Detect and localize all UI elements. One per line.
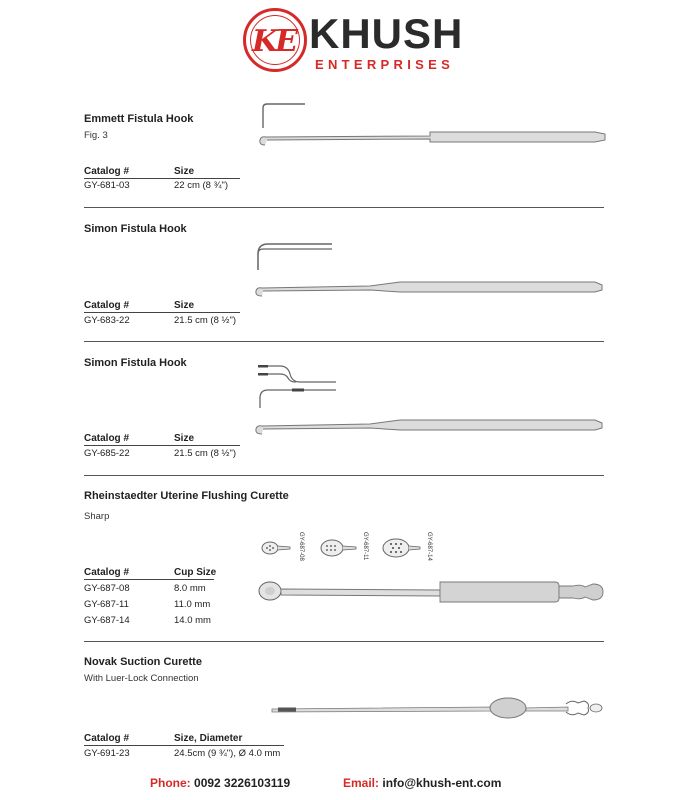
size-header: Size (174, 300, 195, 311)
cup-size-value: 14.0 mm (174, 615, 211, 626)
cup-label: GY-687-14 (426, 532, 432, 561)
product-subtitle: With Luer-Lock Connection (84, 673, 199, 684)
header-underline (84, 178, 240, 179)
size-value: 22 cm (8 ¾") (174, 180, 229, 191)
cup-tip-large (383, 532, 432, 561)
logo-mark: KE (252, 24, 295, 59)
email-label: Email: (343, 776, 380, 790)
cup-label: GY-687-11 (362, 532, 368, 561)
catalog-header: Catalog # (84, 166, 130, 177)
brand-logo (243, 8, 464, 78)
size-header: Size (174, 166, 195, 177)
catalog-number: GY-681-03 (84, 180, 130, 191)
header-underline (84, 745, 284, 746)
catalog-number: GY-683-22 (84, 315, 130, 326)
phone-label: Phone: (150, 776, 191, 790)
rheinstaedter-curette-illustration (255, 574, 610, 614)
product-title: Novak Suction Curette (84, 656, 202, 668)
header-underline (84, 312, 240, 313)
size-value: 21.5 cm (8 ½") (174, 315, 236, 326)
product-subtitle: Fig. 3 (84, 130, 108, 141)
curette-cup-illustrations (256, 528, 446, 574)
product-title: Simon Fistula Hook (84, 223, 187, 235)
catalog-header: Catalog # (84, 733, 130, 744)
product-novak-suction-curette (84, 656, 604, 684)
logo-emblem (243, 8, 307, 72)
product-rheinstaedter-curette (84, 490, 604, 522)
product-title: Rheinstaedter Uterine Flushing Curette (84, 490, 289, 502)
section-divider (84, 641, 604, 642)
emmett-hook-illustration (255, 100, 615, 156)
catalog-header: Catalog # (84, 567, 130, 578)
section-divider (84, 207, 604, 208)
header-underline (84, 579, 214, 580)
brand-subtitle: ENTERPRISES (315, 57, 455, 72)
novak-suction-curette-illustration (268, 693, 608, 727)
product-title: Emmett Fistula Hook (84, 113, 194, 125)
catalog-number: GY-687-14 (84, 615, 130, 626)
cup-tip-small (262, 532, 304, 561)
size-diameter-value: 24.5cm (9 ¾"), Ø 4.0 mm (174, 748, 281, 759)
simon-hook-2-illustration (250, 362, 610, 448)
email-address[interactable]: info@khush-ent.com (382, 776, 502, 790)
product-subtitle: Sharp (84, 511, 110, 522)
cup-size-value: 11.0 mm (174, 599, 211, 610)
cup-tip-medium (321, 532, 368, 561)
product-simon-fistula-hook (84, 223, 604, 235)
header-underline (84, 445, 240, 446)
cup-size-header: Cup Size (174, 567, 217, 578)
catalog-header: Catalog # (84, 300, 130, 311)
cup-label: GY-687-08 (298, 532, 304, 561)
section-divider (84, 341, 604, 342)
simon-hook-illustration (250, 240, 610, 310)
size-value: 21.5 cm (8 ½") (174, 448, 236, 459)
section-divider (84, 475, 604, 476)
catalog-header: Catalog # (84, 433, 130, 444)
footer-email (343, 776, 501, 790)
footer-phone (150, 776, 290, 790)
catalog-number: GY-685-22 (84, 448, 130, 459)
catalog-number: GY-687-08 (84, 583, 130, 594)
product-title: Simon Fistula Hook (84, 357, 187, 369)
cup-size-value: 8.0 mm (174, 583, 206, 594)
phone-number[interactable]: 0092 3226103119 (194, 776, 291, 790)
catalog-number: GY-691-23 (84, 748, 130, 759)
brand-name: KHUSH (309, 10, 464, 57)
catalog-number: GY-687-11 (84, 599, 129, 610)
size-diameter-header: Size, Diameter (174, 733, 243, 744)
size-header: Size (174, 433, 195, 444)
